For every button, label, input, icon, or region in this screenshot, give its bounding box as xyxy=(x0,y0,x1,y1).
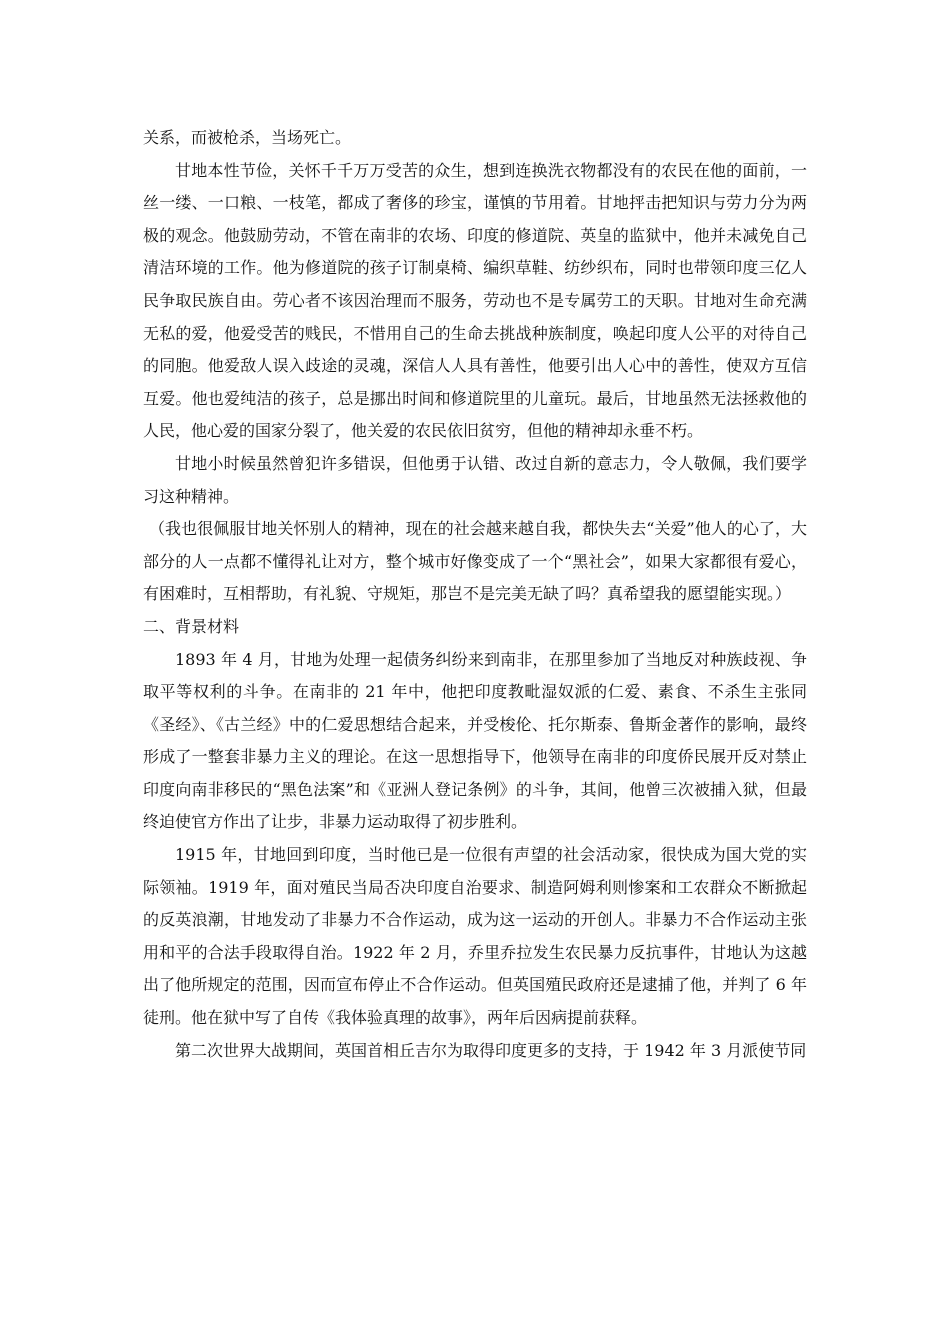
paragraph-7: 第二次世界大战期间，英国首相丘吉尔为取得印度更多的支持，于 1942 年 3 月派使节同 xyxy=(175,1040,807,1060)
paragraph-6: 1915 年，甘地回到印度，当时他已是一位很有声望的社会活动家，很快成为国大党的实际领袖。1919 年，面对殖民当局否决印度自治要求、制造阿姆利则惨案和工农群众不断掀起的反英浪潮，甘地发动了非暴力不合作运动，成为这一运动的开创人。非暴力不合作运动主张用和平的合法手段取得自治。1922 年 2 月，乔里乔拉发生农民暴力反抗事件，甘地认为这越出了他所规定的范围，因而宣布停止不合作运动。但英国殖民政府还是逮捕了他，并判了 6 年徒刑。他在狱中写了自传《我体验真理的故事》，两年后因病提前获释。 xyxy=(143,845,807,1028)
paragraph-3: 甘地小时候虽然曾犯许多错误，但他勇于认错、改过自新的意志力，令人敬佩，我们要学习这种精神。 xyxy=(143,453,807,506)
paragraph-1: 关系，而被枪杀，当场死亡。 xyxy=(143,128,352,147)
section-heading-background: 二、背景材料 xyxy=(143,616,240,636)
paragraph-2: 甘地本性节俭，关怀千千万万受苦的众生，想到连换洗衣物都没有的农民在他的面前，一丝一缕、一口粮、一枝笔，都成了奢侈的珍宝，谨慎的节用着。甘地抨击把知识与劳力分为两极的观念。他鼓励劳动，不管在南非的农场、印度的修道院、英皇的监狱中，他并未减免自己清洁环境的工作。他为修道院的孩子订制桌椅、编织草鞋、纺纱织布，同时也带领印度三亿人民争取民族自由。劳心者不该因治理而不服务，劳动也不是专属劳工的天职。甘地对生命充满无私的爱，他爱受苦的贱民，不惜用自己的生命去挑战种族制度，唤起印度人公平的对待自己的同胞。他爱敌人误入歧途的灵魂，深信人人具有善性，他要引出人心中的善性，使双方互信互爱。他也爱纯洁的孩子，总是挪出时间和修道院里的儿童玩。最后，甘地虽然无法拯救他的人民，他心爱的国家分裂了，他关爱的农民依旧贫穷，但他的精神却永垂不朽。 xyxy=(143,160,807,441)
paragraph-5: 1893 年 4 月，甘地为处理一起债务纠纷来到南非，在那里参加了当地反对种族歧视、争取平等权利的斗争。在南非的 21 年中，他把印度教毗湿奴派的仁爱、素食、不杀生主张同《圣经》、《古兰经》中的仁爱思想结合起来，并受梭伦、托尔斯泰、鲁斯金著作的影响，最终形成了一整套非暴力主义的理论。在这一思想指导下，他领导在南非的印度侨民展开反对禁止印度向南非移民的“黑色法案”和《亚洲人登记条例》的斗争，其间，他曾三次被捕入狱，但最终迫使官方作出了让步，非暴力运动取得了初步胜利。 xyxy=(143,649,807,832)
document-body xyxy=(143,122,807,1067)
paragraph-4: （我也很佩服甘地关怀别人的精神，现在的社会越来越自我，都快失去“关爱”他人的心了，大部分的人一点都不懂得礼让对方，整个城市好像变成了一个“黑社会”，如果大家都很有爱心，有困难时，互相帮助，有礼貌、守规矩，那岂不是完美无缺了吗？真希望我的愿望能实现。） xyxy=(143,519,807,604)
